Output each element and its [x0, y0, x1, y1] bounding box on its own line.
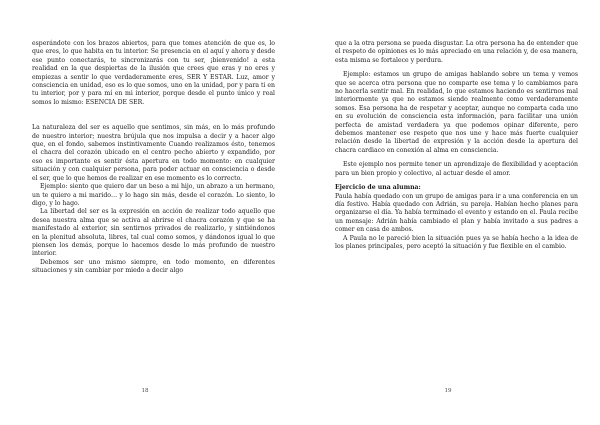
exercise-heading: Ejercicio de una alumna: [335, 184, 421, 192]
section-spacer [32, 107, 275, 124]
left-paragraph-4: La libertad del ser es la expresión en acción de realizar todo aquello que desea nuestra alma que se activa al abrirse el chacra corazón y que se ha manifestado al exterior, sin sentirnos privados de realizarlo, y sintiéndonos en la plenitud absoluta, libres, tal cual como somos, y dándonos igual lo que piensen los demás, porque lo hacemos desde lo más profundo de nuestro interior. [32, 208, 275, 258]
left-paragraph-2: La naturaleza del ser es aquello que sentimos, sin más, en lo más profundo de nuestro interior; nuestra brújula que nos impulsa a decir y a hacer algo que, en el fondo, sabemos instintivamente Cuando realizamos ésto, tenemos el chacra del corazón ubicado en el centro pecho abierto y expandido, por eso es importante es sentir ésta apertura en todo momento: en cualquier situación y con cualquier persona, para poder actuar en consciencia o desde el ser, que lo que hemos de realizar en ese momento es lo correcto. [32, 124, 275, 182]
left-page [32, 40, 275, 420]
right-paragraph-3: Este ejemplo nos permite tener un aprendizaje de flexibilidad y aceptación para un bien propio y colectivo, al actuar desde el amor. [335, 161, 578, 177]
left-paragraph-5: Debemos ser uno mismo siempre, en todo momento, en diferentes situaciones y sin cambiar por miedo a decir algo [32, 258, 275, 275]
right-page [335, 40, 578, 420]
exercise-paragraph-2: A Paula no le pareció bien la situación pues ya se había hecho a la idea de los planes principales, pero aceptó la situación y fue flexible en el cambio. [335, 234, 578, 250]
left-paragraph-3: Ejemplo: siento que quiero dar un beso a mi hijo, un abrazo a un hermano, un te quiero a mi marido… y lo hago sin más, desde el corazón. Lo siento, lo digo, y lo hago. [32, 183, 275, 207]
right-paragraph-2: Ejemplo: estamos un grupo de amigas hablando sobre un tema y vemos que se acerca otra persona que no comparte ese tema y lo cambiamos para no hacerla sentir mal. En realidad, lo que estamos haciendo es sentirnos mal interiormente ya que no estamos siendo realmente como verdaderamente somos. Esa persona ha de respetar y aceptar, aunque no comparta cada uno en su evolución de consciencia esta información, para facilitar una unión perfecta de amistad verdadera ya que podemos opinar diferente, pero debemos mantener ese respeto que nos une y hace más fuerte cualquier relación desde la libertad de expresión y la acción desde la apertura del chacra cardiaco en conexión al alma en consciencia. [335, 71, 578, 154]
left-paragraph-1: esperándote con los brazos abiertos, para que tomes atención de que es, lo que eres, lo que habita en tu interior. Se presencia en el aquí y ahora y desde ese punto conectarás, te sincronizarás con tu ser, ¡bienvenido! a esta realidad en la que despiertas de la ilusión que crees que eras y no eres y empiezas a sentir lo que verdaderamente eres, SER Y ESTAR. Luz, amor y consciencia en unidad, eso es lo que somos, uno en la unidad, por y para ti en tu interior, por y para mí en mi interior, porque desde el punto único y real somos lo mismo: ESENCIA DE SER. [32, 40, 275, 106]
exercise-paragraph-1: Paula había quedado con un grupo de amigas para ir a una conferencia en un día festivo. Había quedado con Adrián, su pareja. Habían hecho planes para organizarse el día. Ya había terminado el evento y estando en el. Paula recibe un mensaje: Adrián había cambiado el plan y había invitado a sus padres a comer en casa de ambos. [335, 192, 578, 234]
left-page-number: 18 [141, 388, 149, 394]
right-paragraph-1: que a la otra persona se pueda disgustar. La otra persona ha de entender que el respeto de opiniones es lo más apreciado en una relación y, de esa manera, esta misma se fortalece y perdura. [335, 40, 578, 64]
right-page-number: 19 [444, 388, 452, 394]
